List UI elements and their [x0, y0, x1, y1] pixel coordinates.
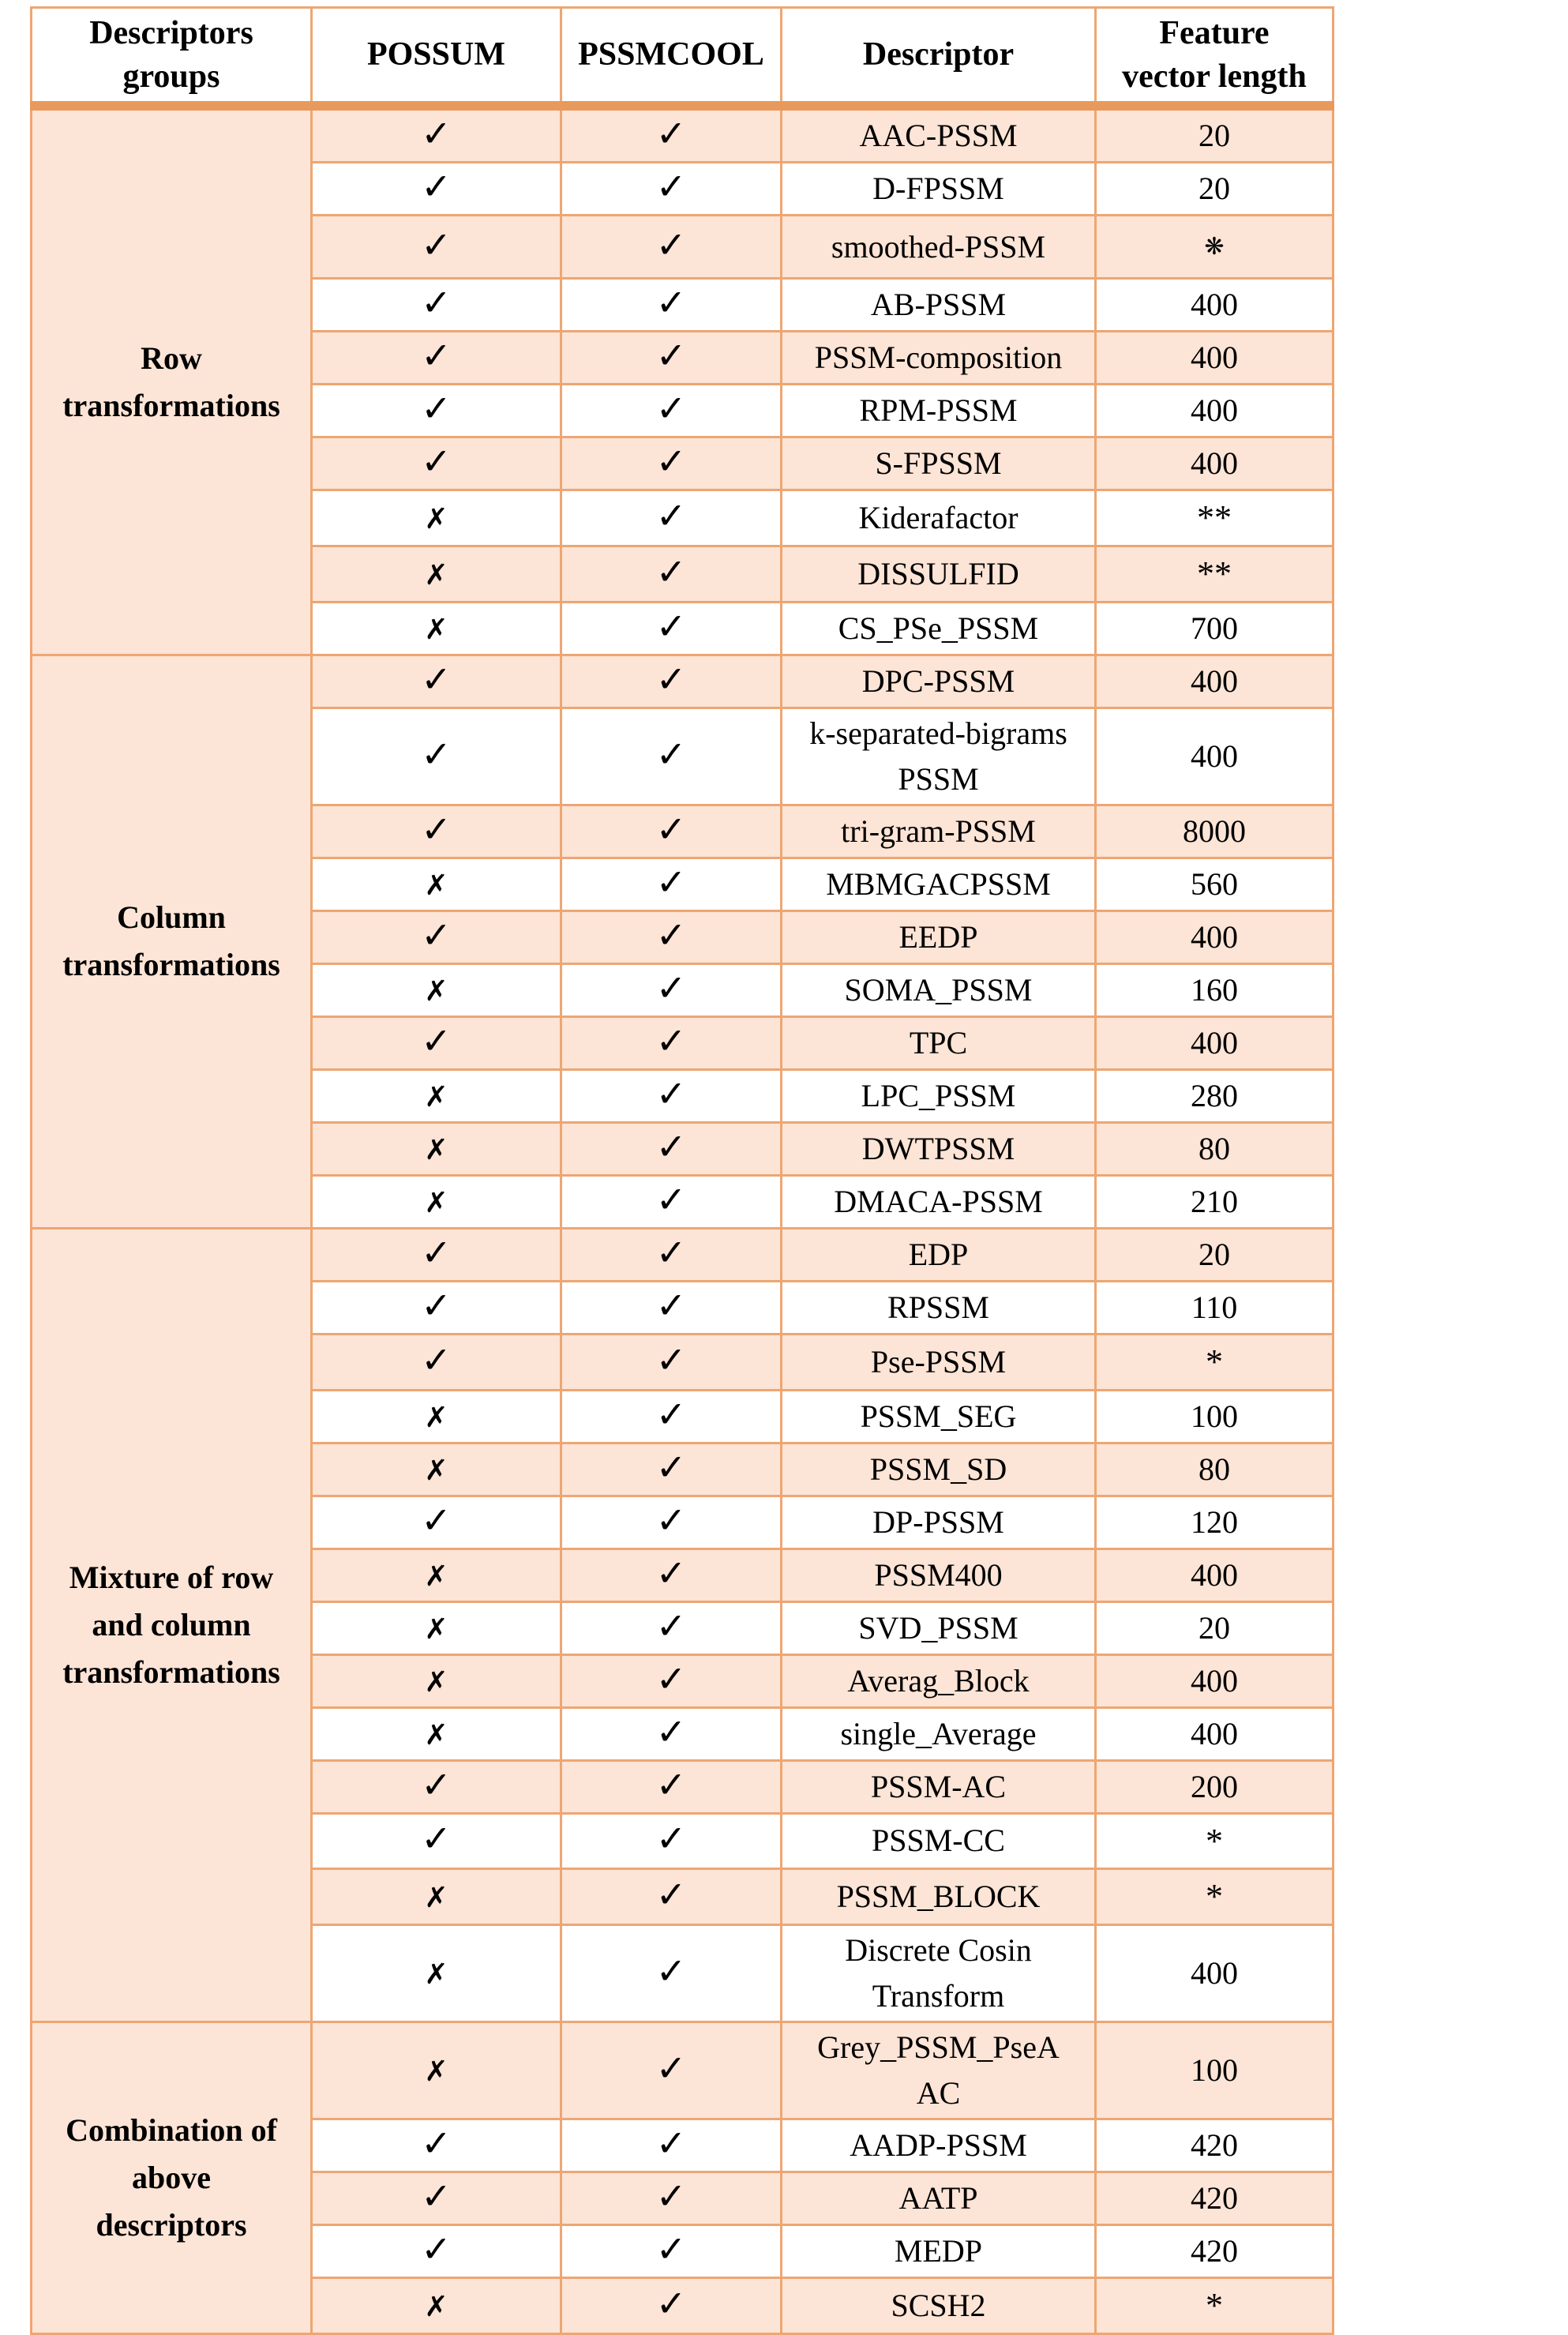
pssmcool-cell	[561, 1122, 782, 1175]
check-mark-icon: ✓	[421, 2228, 452, 2271]
pssmcool-cell	[561, 332, 782, 385]
check-mark-icon: ✓	[655, 1283, 687, 1327]
pssmcool-cell	[561, 1869, 782, 1925]
check-mark-icon: ✓	[421, 1763, 452, 1806]
possum-cell	[312, 1601, 561, 1654]
cross-mark-icon: ✗	[424, 1186, 448, 1219]
feature-length-cell: *	[1096, 1813, 1334, 1869]
check-mark-icon: ✓	[655, 966, 687, 1009]
possum-cell	[312, 1069, 561, 1122]
descriptor-cell: PSSM_SEG	[782, 1390, 1096, 1443]
feature-length-cell: 110	[1096, 1281, 1334, 1334]
possum-cell	[312, 1443, 561, 1496]
column-header-descriptors-groups: Descriptors groups	[32, 8, 312, 107]
cross-mark-icon: ✗	[424, 1401, 448, 1434]
descriptor-cell: CS_PSe_PSSM	[782, 602, 1096, 655]
possum-cell	[312, 385, 561, 437]
feature-length-cell: ❋	[1096, 216, 1334, 279]
check-mark-icon: ✓	[655, 1019, 687, 1062]
feature-length-cell: 8000	[1096, 805, 1334, 858]
pssmcool-cell	[561, 1925, 782, 2022]
check-mark-icon: ✓	[655, 2047, 687, 2090]
possum-cell	[312, 1549, 561, 1601]
feature-length-cell: *	[1096, 1869, 1334, 1925]
cross-mark-icon: ✗	[424, 613, 448, 646]
cross-mark-icon: ✗	[424, 2055, 448, 2089]
check-mark-icon: ✓	[655, 913, 687, 956]
possum-cell	[312, 1813, 561, 1869]
table-row	[32, 106, 1334, 163]
cross-mark-icon: ✗	[424, 558, 448, 591]
possum-cell	[312, 1175, 561, 1228]
possum-cell	[312, 805, 561, 858]
feature-length-cell: 80	[1096, 1122, 1334, 1175]
descriptor-cell: EEDP	[782, 910, 1096, 963]
check-mark-icon: ✓	[655, 604, 687, 648]
possum-cell	[312, 1122, 561, 1175]
pssmcool-cell	[561, 1601, 782, 1654]
feature-length-cell: 400	[1096, 910, 1334, 963]
possum-cell	[312, 2225, 561, 2278]
check-mark-icon: ✓	[655, 281, 687, 325]
feature-length-cell: 20	[1096, 163, 1334, 216]
feature-length-cell: 100	[1096, 2022, 1334, 2119]
group-label: Mixture of row and column transformations	[32, 1228, 312, 2022]
check-mark-icon: ✓	[655, 1445, 687, 1488]
check-mark-icon: ✓	[421, 165, 452, 208]
descriptor-cell: DMACA-PSSM	[782, 1175, 1096, 1228]
possum-cell	[312, 1760, 561, 1813]
descriptor-cell: AATP	[782, 2172, 1096, 2225]
possum-cell	[312, 655, 561, 708]
feature-length-cell: 200	[1096, 1760, 1334, 1813]
check-mark-icon: ✓	[655, 1657, 687, 1700]
cross-mark-icon: ✗	[424, 1718, 448, 1751]
table-row	[32, 2022, 1334, 2119]
check-mark-icon: ✓	[421, 281, 452, 325]
possum-cell	[312, 1925, 561, 2022]
check-mark-icon: ✓	[655, 1873, 687, 1916]
descriptor-cell: SVD_PSSM	[782, 1601, 1096, 1654]
feature-length-cell: 560	[1096, 858, 1334, 910]
possum-cell	[312, 858, 561, 910]
possum-cell	[312, 602, 561, 655]
descriptor-cell: RPM-PSSM	[782, 385, 1096, 437]
check-mark-icon: ✓	[655, 1604, 687, 1647]
pssmcool-cell	[561, 1760, 782, 1813]
pssmcool-cell	[561, 858, 782, 910]
column-header-feature-vector-length: Feature vector length	[1096, 8, 1334, 107]
pssmcool-cell	[561, 2119, 782, 2172]
descriptor-cell: Grey_PSSM_PseA AC	[782, 2022, 1096, 2119]
pssmcool-cell	[561, 805, 782, 858]
check-mark-icon: ✓	[421, 112, 452, 156]
check-mark-icon: ✓	[655, 732, 687, 775]
pssmcool-cell	[561, 963, 782, 1016]
cross-mark-icon: ✗	[424, 1454, 448, 1487]
descriptor-cell: PSSM-CC	[782, 1813, 1096, 1869]
descriptor-cell: SCSH2	[782, 2278, 1096, 2334]
possum-cell	[312, 1654, 561, 1707]
feature-length-cell: 400	[1096, 1016, 1334, 1069]
feature-length-cell: 400	[1096, 279, 1334, 332]
cross-mark-icon: ✗	[424, 1665, 448, 1699]
check-mark-icon: ✓	[655, 1551, 687, 1594]
feature-length-cell: 400	[1096, 1707, 1334, 1760]
table-row	[32, 655, 1334, 708]
feature-length-cell: 120	[1096, 1496, 1334, 1549]
possum-cell	[312, 332, 561, 385]
check-mark-icon: ✓	[655, 440, 687, 483]
pssmcool-cell	[561, 708, 782, 805]
possum-cell	[312, 1707, 561, 1760]
possum-cell	[312, 1334, 561, 1390]
descriptor-cell: Pse-PSSM	[782, 1334, 1096, 1390]
descriptor-cell: PSSM400	[782, 1549, 1096, 1601]
check-mark-icon: ✓	[655, 1338, 687, 1381]
descriptor-cell: AAC-PSSM	[782, 106, 1096, 163]
check-mark-icon: ✓	[655, 2175, 687, 2218]
possum-cell	[312, 2022, 561, 2119]
possum-cell	[312, 1869, 561, 1925]
possum-cell	[312, 1496, 561, 1549]
feature-length-cell: 420	[1096, 2119, 1334, 2172]
pssmcool-cell	[561, 2225, 782, 2278]
pssmcool-cell	[561, 1334, 782, 1390]
possum-cell	[312, 106, 561, 163]
feature-length-cell: 420	[1096, 2225, 1334, 2278]
possum-cell	[312, 1390, 561, 1443]
descriptor-cell: DWTPSSM	[782, 1122, 1096, 1175]
pssmcool-cell	[561, 910, 782, 963]
pssmcool-cell	[561, 1016, 782, 1069]
descriptor-cell: AADP-PSSM	[782, 2119, 1096, 2172]
descriptor-cell: Kiderafactor	[782, 490, 1096, 546]
table-row	[32, 1228, 1334, 1281]
check-mark-icon: ✓	[421, 1338, 452, 1381]
feature-length-cell: 400	[1096, 655, 1334, 708]
pssmcool-cell	[561, 1496, 782, 1549]
possum-cell	[312, 546, 561, 602]
check-mark-icon: ✓	[421, 1019, 452, 1062]
check-mark-icon: ✓	[421, 1498, 452, 1541]
check-mark-icon: ✓	[655, 1950, 687, 1993]
descriptor-cell: DISSULFID	[782, 546, 1096, 602]
descriptors-comparison-table	[30, 6, 1334, 2335]
pssmcool-cell	[561, 1390, 782, 1443]
feature-length-cell: **	[1096, 490, 1334, 546]
feature-length-cell: 160	[1096, 963, 1334, 1016]
group-label: Row transformations	[32, 106, 312, 655]
check-mark-icon: ✓	[655, 2122, 687, 2165]
pssmcool-cell	[561, 1654, 782, 1707]
feature-length-cell: 400	[1096, 1654, 1334, 1707]
column-header-descriptor: Descriptor	[782, 8, 1096, 107]
check-mark-icon: ✓	[655, 112, 687, 156]
descriptor-cell: PSSM-composition	[782, 332, 1096, 385]
check-mark-icon: ✓	[421, 913, 452, 956]
check-mark-icon: ✓	[421, 807, 452, 850]
cross-mark-icon: ✗	[424, 1560, 448, 1593]
feature-length-cell: 700	[1096, 602, 1334, 655]
check-mark-icon: ✓	[421, 2122, 452, 2165]
check-mark-icon: ✓	[421, 334, 452, 377]
descriptor-cell: PSSM_BLOCK	[782, 1869, 1096, 1925]
pssmcool-cell	[561, 437, 782, 490]
possum-cell	[312, 163, 561, 216]
descriptor-cell: PSSM_SD	[782, 1443, 1096, 1496]
cross-mark-icon: ✗	[424, 1612, 448, 1646]
feature-length-cell: 400	[1096, 437, 1334, 490]
check-mark-icon: ✓	[655, 2282, 687, 2326]
feature-length-cell: *	[1096, 2278, 1334, 2334]
check-mark-icon: ✓	[421, 387, 452, 430]
header-row	[32, 8, 1334, 107]
possum-cell	[312, 2119, 561, 2172]
check-mark-icon: ✓	[655, 1498, 687, 1541]
check-mark-icon: ✓	[421, 440, 452, 483]
pssmcool-cell	[561, 1228, 782, 1281]
pssmcool-cell	[561, 1549, 782, 1601]
cross-mark-icon: ✗	[424, 2291, 448, 2324]
descriptor-cell: S-FPSSM	[782, 437, 1096, 490]
feature-length-cell: **	[1096, 546, 1334, 602]
pssmcool-cell	[561, 1707, 782, 1760]
cross-mark-icon: ✗	[424, 1882, 448, 1915]
possum-cell	[312, 910, 561, 963]
descriptor-cell: D-FPSSM	[782, 163, 1096, 216]
check-mark-icon: ✓	[655, 223, 687, 266]
possum-cell	[312, 1228, 561, 1281]
pssmcool-cell	[561, 1281, 782, 1334]
pssmcool-cell	[561, 385, 782, 437]
pssmcool-cell	[561, 2278, 782, 2334]
cross-mark-icon: ✗	[424, 1080, 448, 1113]
cross-mark-icon: ✗	[424, 1133, 448, 1166]
feature-length-cell: 20	[1096, 106, 1334, 163]
descriptor-cell: single_Average	[782, 1707, 1096, 1760]
descriptor-cell: Discrete Cosin Transform	[782, 1925, 1096, 2022]
descriptor-cell: AB-PSSM	[782, 279, 1096, 332]
pssmcool-cell	[561, 163, 782, 216]
possum-cell	[312, 437, 561, 490]
check-mark-icon: ✓	[655, 1177, 687, 1221]
check-mark-icon: ✓	[655, 494, 687, 538]
feature-length-cell: 400	[1096, 708, 1334, 805]
cross-mark-icon: ✗	[424, 974, 448, 1008]
descriptor-cell: tri-gram-PSSM	[782, 805, 1096, 858]
descriptor-cell: Averag_Block	[782, 1654, 1096, 1707]
feature-length-cell: 420	[1096, 2172, 1334, 2225]
pssmcool-cell	[561, 1443, 782, 1496]
possum-cell	[312, 279, 561, 332]
check-mark-icon: ✓	[421, 657, 452, 700]
check-mark-icon: ✓	[655, 2228, 687, 2271]
check-mark-icon: ✓	[421, 1230, 452, 1274]
feature-length-cell: 80	[1096, 1443, 1334, 1496]
check-mark-icon: ✓	[655, 387, 687, 430]
check-mark-icon: ✓	[421, 1283, 452, 1327]
pssmcool-cell	[561, 2172, 782, 2225]
feature-length-cell: 400	[1096, 385, 1334, 437]
check-mark-icon: ✓	[655, 1392, 687, 1436]
feature-length-cell: 20	[1096, 1601, 1334, 1654]
check-mark-icon: ✓	[655, 1124, 687, 1168]
possum-cell	[312, 1016, 561, 1069]
check-mark-icon: ✓	[655, 807, 687, 850]
group-label: Column transformations	[32, 655, 312, 1228]
possum-cell	[312, 1281, 561, 1334]
descriptor-cell: TPC	[782, 1016, 1096, 1069]
check-mark-icon: ✓	[655, 1710, 687, 1753]
possum-cell	[312, 216, 561, 279]
descriptor-cell: EDP	[782, 1228, 1096, 1281]
check-mark-icon: ✓	[421, 1817, 452, 1860]
possum-cell	[312, 2172, 561, 2225]
possum-cell	[312, 490, 561, 546]
check-mark-icon: ✓	[655, 657, 687, 700]
check-mark-icon: ✓	[421, 732, 452, 775]
check-mark-icon: ✓	[655, 1763, 687, 1806]
check-mark-icon: ✓	[421, 223, 452, 266]
pssmcool-cell	[561, 602, 782, 655]
column-header-pssmcool: PSSMCOOL	[561, 8, 782, 107]
pssmcool-cell	[561, 279, 782, 332]
column-header-possum: POSSUM	[312, 8, 561, 107]
descriptor-cell: smoothed-PSSM	[782, 216, 1096, 279]
pssmcool-cell	[561, 655, 782, 708]
pssmcool-cell	[561, 1069, 782, 1122]
possum-cell	[312, 963, 561, 1016]
feature-length-cell: 400	[1096, 1549, 1334, 1601]
check-mark-icon: ✓	[655, 165, 687, 208]
check-mark-icon: ✓	[655, 550, 687, 593]
descriptor-cell: SOMA_PSSM	[782, 963, 1096, 1016]
check-mark-icon: ✓	[655, 1072, 687, 1115]
pssmcool-cell	[561, 1813, 782, 1869]
pssmcool-cell	[561, 106, 782, 163]
check-mark-icon: ✓	[655, 1817, 687, 1860]
pssmcool-cell	[561, 546, 782, 602]
table-body	[32, 106, 1334, 2333]
check-mark-icon: ✓	[655, 860, 687, 903]
feature-length-cell: 400	[1096, 1925, 1334, 2022]
descriptor-cell: MEDP	[782, 2225, 1096, 2278]
possum-cell	[312, 708, 561, 805]
group-label: Combination of above descriptors	[32, 2022, 312, 2334]
check-mark-icon: ✓	[655, 1230, 687, 1274]
descriptor-cell: RPSSM	[782, 1281, 1096, 1334]
cross-mark-icon: ✗	[424, 1958, 448, 1992]
descriptor-cell: DPC-PSSM	[782, 655, 1096, 708]
feature-length-cell: 20	[1096, 1228, 1334, 1281]
descriptor-cell: k-separated-bigrams PSSM	[782, 708, 1096, 805]
possum-cell	[312, 2278, 561, 2334]
descriptors-table-wrapper	[30, 6, 1332, 2335]
check-mark-icon: ✓	[421, 2175, 452, 2218]
descriptor-cell: PSSM-AC	[782, 1760, 1096, 1813]
feature-length-cell: 210	[1096, 1175, 1334, 1228]
descriptor-cell: DP-PSSM	[782, 1496, 1096, 1549]
descriptor-cell: LPC_PSSM	[782, 1069, 1096, 1122]
cross-mark-icon: ✗	[424, 869, 448, 902]
pssmcool-cell	[561, 1175, 782, 1228]
feature-length-cell: *	[1096, 1334, 1334, 1390]
pssmcool-cell	[561, 2022, 782, 2119]
feature-length-cell: 280	[1096, 1069, 1334, 1122]
pssmcool-cell	[561, 216, 782, 279]
cross-mark-icon: ✗	[424, 503, 448, 536]
feature-length-cell: 400	[1096, 332, 1334, 385]
pssmcool-cell	[561, 490, 782, 546]
check-mark-icon: ✓	[655, 334, 687, 377]
descriptor-cell: MBMGACPSSM	[782, 858, 1096, 910]
feature-length-cell: 100	[1096, 1390, 1334, 1443]
